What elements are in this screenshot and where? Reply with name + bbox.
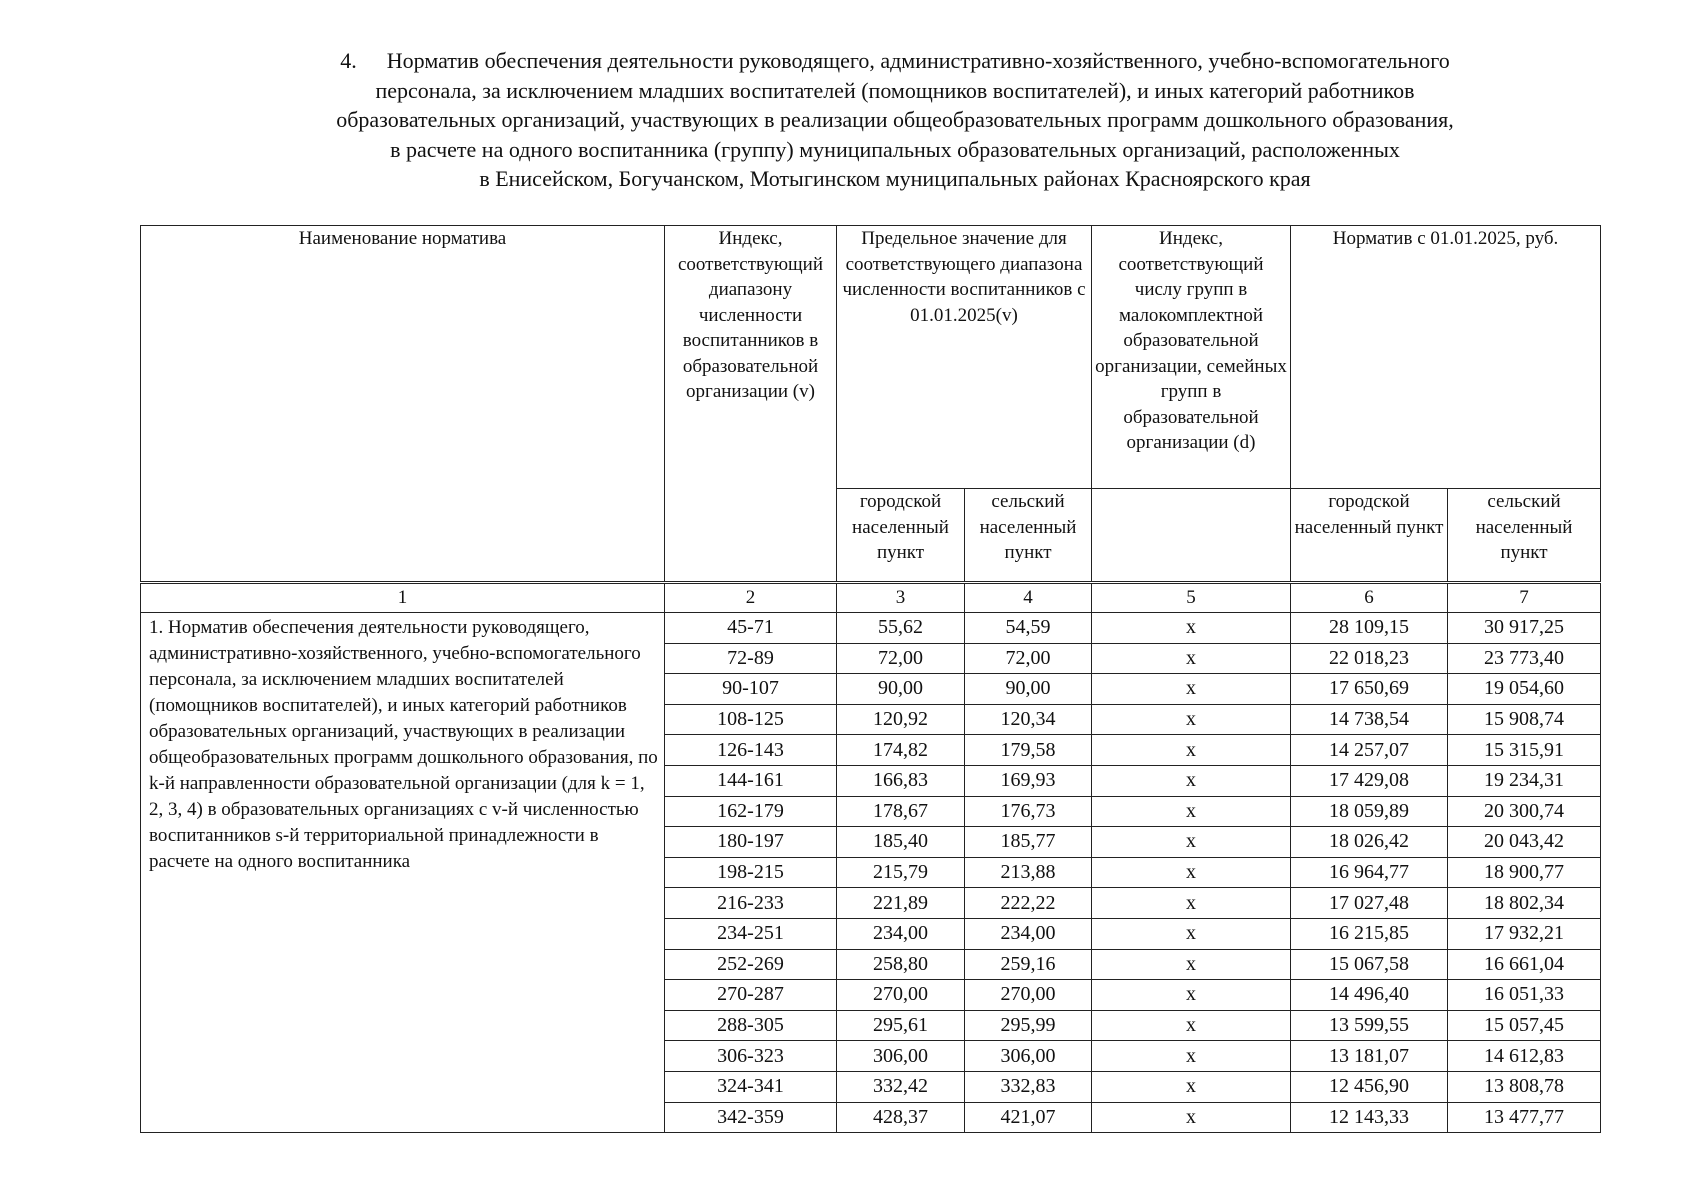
norm-urban-cell: 13 599,55 <box>1291 1010 1448 1041</box>
group-index-cell: х <box>1092 857 1291 888</box>
limit-urban-cell: 221,89 <box>837 888 965 919</box>
limit-urban-cell: 166,83 <box>837 765 965 796</box>
range-cell: 126-143 <box>665 735 837 766</box>
limit-rural-cell: 176,73 <box>965 796 1092 827</box>
col-number: 7 <box>1448 583 1601 613</box>
range-cell: 45-71 <box>665 613 837 644</box>
range-cell: 306-323 <box>665 1041 837 1072</box>
header-norm-rural: сельский населенный пункт <box>1448 489 1601 583</box>
header-range-index: Индекс, соответствующий диапазону численности воспитанников в образовательной организации (v) <box>665 226 837 583</box>
norm-urban-cell: 17 027,48 <box>1291 888 1448 919</box>
norm-urban-cell: 12 143,33 <box>1291 1102 1448 1133</box>
norm-urban-cell: 14 257,07 <box>1291 735 1448 766</box>
range-cell: 90-107 <box>665 674 837 705</box>
norm-rural-cell: 19 234,31 <box>1448 765 1601 796</box>
norm-urban-cell: 18 059,89 <box>1291 796 1448 827</box>
range-cell: 180-197 <box>665 827 837 858</box>
norm-rural-cell: 15 315,91 <box>1448 735 1601 766</box>
header-empty <box>1092 489 1291 583</box>
row-label: 1. Норматив обеспечения деятельности руководящего, административно-хозяйственного, учебно-вспомогательного персонала, за исключением младших воспитателей (помощников воспитателей), и иных категорий работников образовательных организаций, участвующих в реализации общеобразовательных программ дошкольного образования, по k-й направленности образовательной организации (для k = 1, 2, 3, 4) в образовательных организациях с v-й численностью воспитанников s-й территориальной принадлежности в расчете на одного воспитанника <box>141 613 665 1133</box>
norm-rural-cell: 14 612,83 <box>1448 1041 1601 1072</box>
norm-urban-cell: 15 067,58 <box>1291 949 1448 980</box>
limit-urban-cell: 234,00 <box>837 918 965 949</box>
limit-urban-cell: 120,92 <box>837 704 965 735</box>
col-number: 4 <box>965 583 1092 613</box>
title-line-2: персонала, за исключением младших воспитателей (помощников воспитателей), и иных категорий работников <box>375 77 1415 103</box>
group-index-cell: х <box>1092 980 1291 1011</box>
limit-urban-cell: 306,00 <box>837 1041 965 1072</box>
limit-urban-cell: 270,00 <box>837 980 965 1011</box>
group-index-cell: х <box>1092 1071 1291 1102</box>
limit-urban-cell: 215,79 <box>837 857 965 888</box>
limit-rural-cell: 120,34 <box>965 704 1092 735</box>
title-line-1 <box>200 46 1590 76</box>
norm-rural-cell: 16 051,33 <box>1448 980 1601 1011</box>
header-row-top <box>141 226 1601 489</box>
norm-urban-cell: 16 215,85 <box>1291 918 1448 949</box>
title-line-3: образовательных организаций, участвующих в реализации общеобразовательных программ дошкольного образования, <box>336 107 1454 132</box>
limit-urban-cell: 90,00 <box>837 674 965 705</box>
norm-urban-cell: 28 109,15 <box>1291 613 1448 644</box>
group-index-cell: х <box>1092 888 1291 919</box>
limit-urban-cell: 295,61 <box>837 1010 965 1041</box>
header-limit-urban: городской населенный пункт <box>837 489 965 583</box>
range-cell: 252-269 <box>665 949 837 980</box>
title-line-5: в Енисейском, Богучанском, Мотыгинском муниципальных районах Красноярского края <box>479 166 1311 191</box>
limit-rural-cell: 234,00 <box>965 918 1092 949</box>
group-index-cell: х <box>1092 827 1291 858</box>
limit-rural-cell: 222,22 <box>965 888 1092 919</box>
limit-urban-cell: 258,80 <box>837 949 965 980</box>
group-index-cell: х <box>1092 1010 1291 1041</box>
range-cell: 234-251 <box>665 918 837 949</box>
norm-rural-cell: 18 802,34 <box>1448 888 1601 919</box>
range-cell: 198-215 <box>665 857 837 888</box>
col-number: 1 <box>141 583 665 613</box>
norm-rural-cell: 20 043,42 <box>1448 827 1601 858</box>
limit-rural-cell: 259,16 <box>965 949 1092 980</box>
title-number: 4. <box>340 48 357 73</box>
group-index-cell: х <box>1092 643 1291 674</box>
limit-rural-cell: 54,59 <box>965 613 1092 644</box>
group-index-cell: х <box>1092 613 1291 644</box>
limit-rural-cell: 295,99 <box>965 1010 1092 1041</box>
range-cell: 162-179 <box>665 796 837 827</box>
limit-urban-cell: 428,37 <box>837 1102 965 1133</box>
norm-urban-cell: 16 964,77 <box>1291 857 1448 888</box>
header-limit-rural: сельский населенный пункт <box>965 489 1092 583</box>
limit-urban-cell: 185,40 <box>837 827 965 858</box>
norm-urban-cell: 12 456,90 <box>1291 1071 1448 1102</box>
norm-rural-cell: 17 932,21 <box>1448 918 1601 949</box>
limit-rural-cell: 169,93 <box>965 765 1092 796</box>
range-cell: 270-287 <box>665 980 837 1011</box>
group-index-cell: х <box>1092 765 1291 796</box>
range-cell: 342-359 <box>665 1102 837 1133</box>
document-title <box>200 46 1590 194</box>
norm-rural-cell: 13 808,78 <box>1448 1071 1601 1102</box>
group-index-cell: х <box>1092 949 1291 980</box>
table-row <box>141 613 1601 644</box>
norm-rural-cell: 15 057,45 <box>1448 1010 1601 1041</box>
col-number: 2 <box>665 583 837 613</box>
norm-urban-cell: 17 650,69 <box>1291 674 1448 705</box>
limit-urban-cell: 72,00 <box>837 643 965 674</box>
range-cell: 216-233 <box>665 888 837 919</box>
group-index-cell: х <box>1092 704 1291 735</box>
norm-rural-cell: 19 054,60 <box>1448 674 1601 705</box>
range-cell: 144-161 <box>665 765 837 796</box>
norm-rural-cell: 20 300,74 <box>1448 796 1601 827</box>
limit-rural-cell: 332,83 <box>965 1071 1092 1102</box>
limit-rural-cell: 72,00 <box>965 643 1092 674</box>
header-name: Наименование норматива <box>141 226 665 583</box>
norm-rural-cell: 16 661,04 <box>1448 949 1601 980</box>
title-line-1-text: Норматив обеспечения деятельности руководящего, административно-хозяйственного, учебно-вспомогательного <box>386 48 1450 73</box>
limit-urban-cell: 332,42 <box>837 1071 965 1102</box>
range-cell: 72-89 <box>665 643 837 674</box>
limit-rural-cell: 270,00 <box>965 980 1092 1011</box>
range-cell: 288-305 <box>665 1010 837 1041</box>
header-norm-group: Норматив с 01.01.2025, руб. <box>1291 226 1601 489</box>
norm-urban-cell: 14 496,40 <box>1291 980 1448 1011</box>
group-index-cell: х <box>1092 1102 1291 1133</box>
limit-rural-cell: 213,88 <box>965 857 1092 888</box>
col-number: 5 <box>1092 583 1291 613</box>
range-cell: 324-341 <box>665 1071 837 1102</box>
norm-urban-cell: 17 429,08 <box>1291 765 1448 796</box>
limit-urban-cell: 55,62 <box>837 613 965 644</box>
norm-rural-cell: 13 477,77 <box>1448 1102 1601 1133</box>
norm-urban-cell: 13 181,07 <box>1291 1041 1448 1072</box>
header-limit-group: Предельное значение для соответствующего диапазона численности воспитанников с 01.01.2025(v) <box>837 226 1092 489</box>
limit-rural-cell: 90,00 <box>965 674 1092 705</box>
group-index-cell: х <box>1092 918 1291 949</box>
limit-rural-cell: 306,00 <box>965 1041 1092 1072</box>
norm-rural-cell: 18 900,77 <box>1448 857 1601 888</box>
column-number-row <box>141 583 1601 613</box>
header-group-index: Индекс, соответствующий числу групп в малокомплектной образовательной организации, семейных групп в образовательной организации (d) <box>1092 226 1291 489</box>
limit-urban-cell: 174,82 <box>837 735 965 766</box>
norm-urban-cell: 14 738,54 <box>1291 704 1448 735</box>
header-norm-urban: городской населенный пункт <box>1291 489 1448 583</box>
limit-urban-cell: 178,67 <box>837 796 965 827</box>
norm-urban-cell: 18 026,42 <box>1291 827 1448 858</box>
norm-rural-cell: 23 773,40 <box>1448 643 1601 674</box>
group-index-cell: х <box>1092 1041 1291 1072</box>
col-number: 6 <box>1291 583 1448 613</box>
norm-rural-cell: 15 908,74 <box>1448 704 1601 735</box>
group-index-cell: х <box>1092 796 1291 827</box>
group-index-cell: х <box>1092 735 1291 766</box>
norm-rural-cell: 30 917,25 <box>1448 613 1601 644</box>
limit-rural-cell: 185,77 <box>965 827 1092 858</box>
range-cell: 108-125 <box>665 704 837 735</box>
limit-rural-cell: 421,07 <box>965 1102 1092 1133</box>
col-number: 3 <box>837 583 965 613</box>
group-index-cell: х <box>1092 674 1291 705</box>
title-line-4: в расчете на одного воспитанника (группу) муниципальных образовательных организаций, расположенных <box>390 136 1400 162</box>
norm-table <box>140 225 1601 1133</box>
norm-urban-cell: 22 018,23 <box>1291 643 1448 674</box>
limit-rural-cell: 179,58 <box>965 735 1092 766</box>
